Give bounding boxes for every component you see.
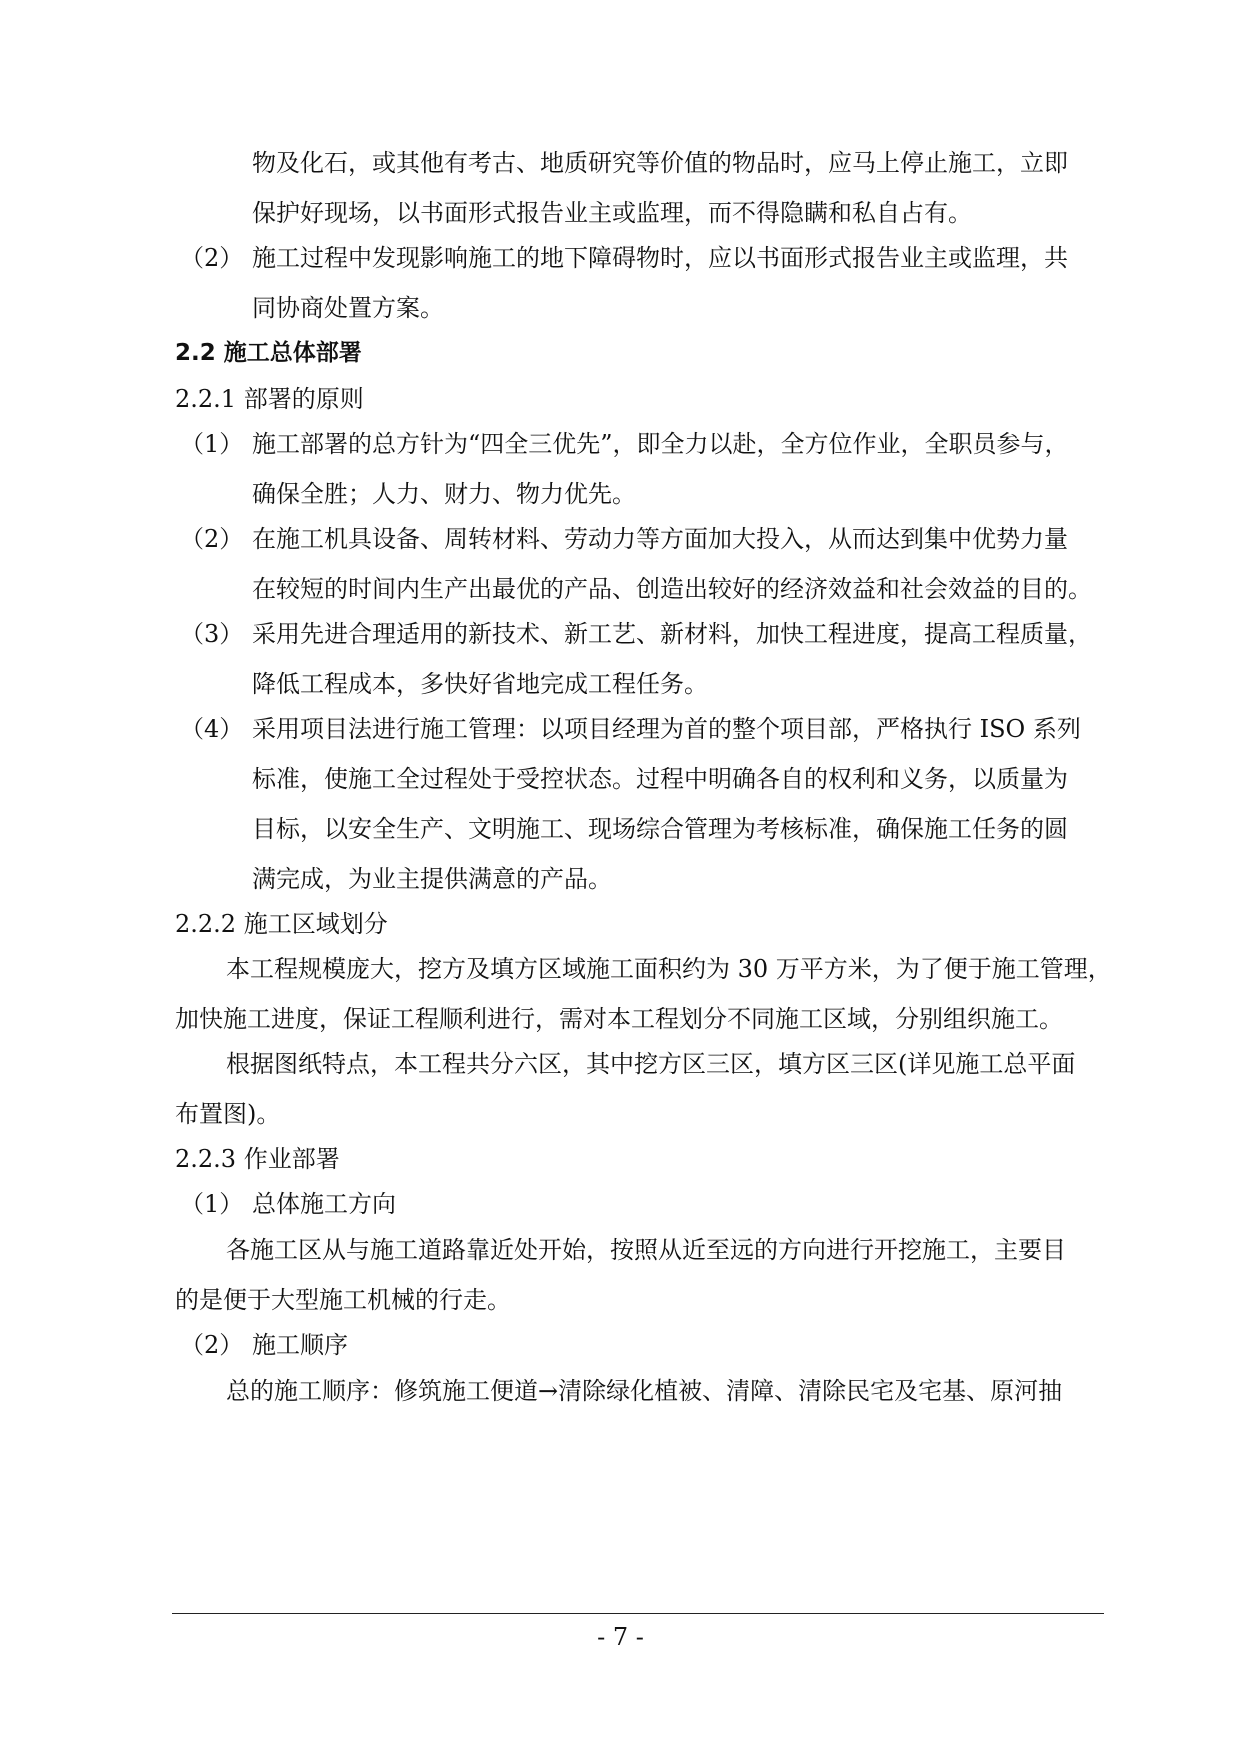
list-marker: （3）: [180, 620, 244, 648]
list-item: [0, 713, 1241, 745]
list-item-text: 采用项目法进行施工管理：以项目经理为首的整个项目部，严格执行 ISO 系列: [252, 715, 1081, 743]
page-number: - 7 -: [597, 1623, 644, 1651]
text-line: 物及化石，或其他有考古、地质研究等价值的物品时，应马上停止施工，立即: [252, 149, 1068, 177]
paragraph-line: 的是便于大型施工机械的行走。: [175, 1286, 511, 1314]
subsection-heading: 2.2.3 作业部署: [175, 1145, 340, 1173]
list-marker: （2）: [180, 525, 244, 553]
text-line: 同协商处置方案。: [252, 294, 444, 322]
section-heading: 2.2 施工总体部署: [175, 340, 362, 366]
list-marker: （4）: [180, 715, 244, 743]
list-item-text: 采用先进合理适用的新技术、新工艺、新材料，加快工程进度，提高工程质量，: [252, 620, 1092, 648]
text-line: 在较短的时间内生产出最优的产品、创造出较好的经济效益和社会效益的目的。: [252, 575, 1092, 603]
list-item: [0, 618, 1241, 650]
subsection-heading: 2.2.1 部署的原则: [175, 385, 364, 413]
paragraph-line: 各施工区从与施工道路靠近处开始，按照从近至远的方向进行开挖施工，主要目: [226, 1236, 1066, 1264]
list-item: [0, 242, 1241, 274]
list-item: [0, 1329, 1241, 1361]
list-item-text: 施工顺序: [252, 1331, 348, 1359]
text-line: 目标，以安全生产、文明施工、现场综合管理为考核标准，确保施工任务的圆: [252, 815, 1068, 843]
text-line: 降低工程成本，多快好省地完成工程任务。: [252, 670, 708, 698]
list-item-text: 在施工机具设备、周转材料、劳动力等方面加大投入，从而达到集中优势力量: [252, 525, 1068, 553]
list-item: [0, 1188, 1241, 1220]
paragraph-line: 总的施工顺序：修筑施工便道→清除绿化植被、清障、清除民宅及宅基、原河抽: [226, 1377, 1063, 1405]
list-marker: （1）: [180, 1190, 244, 1218]
text-line: 确保全胜；人力、财力、物力优先。: [252, 480, 636, 508]
list-marker: （2）: [180, 1331, 244, 1359]
list-item: [0, 428, 1241, 460]
paragraph-line: 本工程规模庞大，挖方及填方区域施工面积约为 30 万平方米，为了便于施工管理，: [226, 955, 1112, 983]
list-item-text: 施工过程中发现影响施工的地下障碍物时，应以书面形式报告业主或监理，共: [252, 244, 1068, 272]
list-item: [0, 523, 1241, 555]
list-item-text: 施工部署的总方针为“四全三优先”，即全力以赴，全方位作业，全职员参与，: [252, 430, 1069, 458]
paragraph-line: 根据图纸特点，本工程共分六区，其中挖方区三区，填方区三区(详见施工总平面: [226, 1050, 1076, 1078]
footer-divider: [172, 1613, 1104, 1614]
list-item-text: 总体施工方向: [252, 1190, 396, 1218]
text-line: 保护好现场，以书面形式报告业主或监理，而不得隐瞒和私自占有。: [252, 199, 972, 227]
text-line: 标准，使施工全过程处于受控状态。过程中明确各自的权利和义务，以质量为: [252, 765, 1068, 793]
paragraph-line: 加快施工进度，保证工程顺利进行，需对本工程划分不同施工区域，分别组织施工。: [175, 1005, 1063, 1033]
subsection-heading: 2.2.2 施工区域划分: [175, 910, 388, 938]
text-line: 满完成，为业主提供满意的产品。: [252, 865, 612, 893]
paragraph-line: 布置图)。: [175, 1100, 281, 1128]
list-marker: （2）: [180, 244, 244, 272]
list-marker: （1）: [180, 430, 244, 458]
